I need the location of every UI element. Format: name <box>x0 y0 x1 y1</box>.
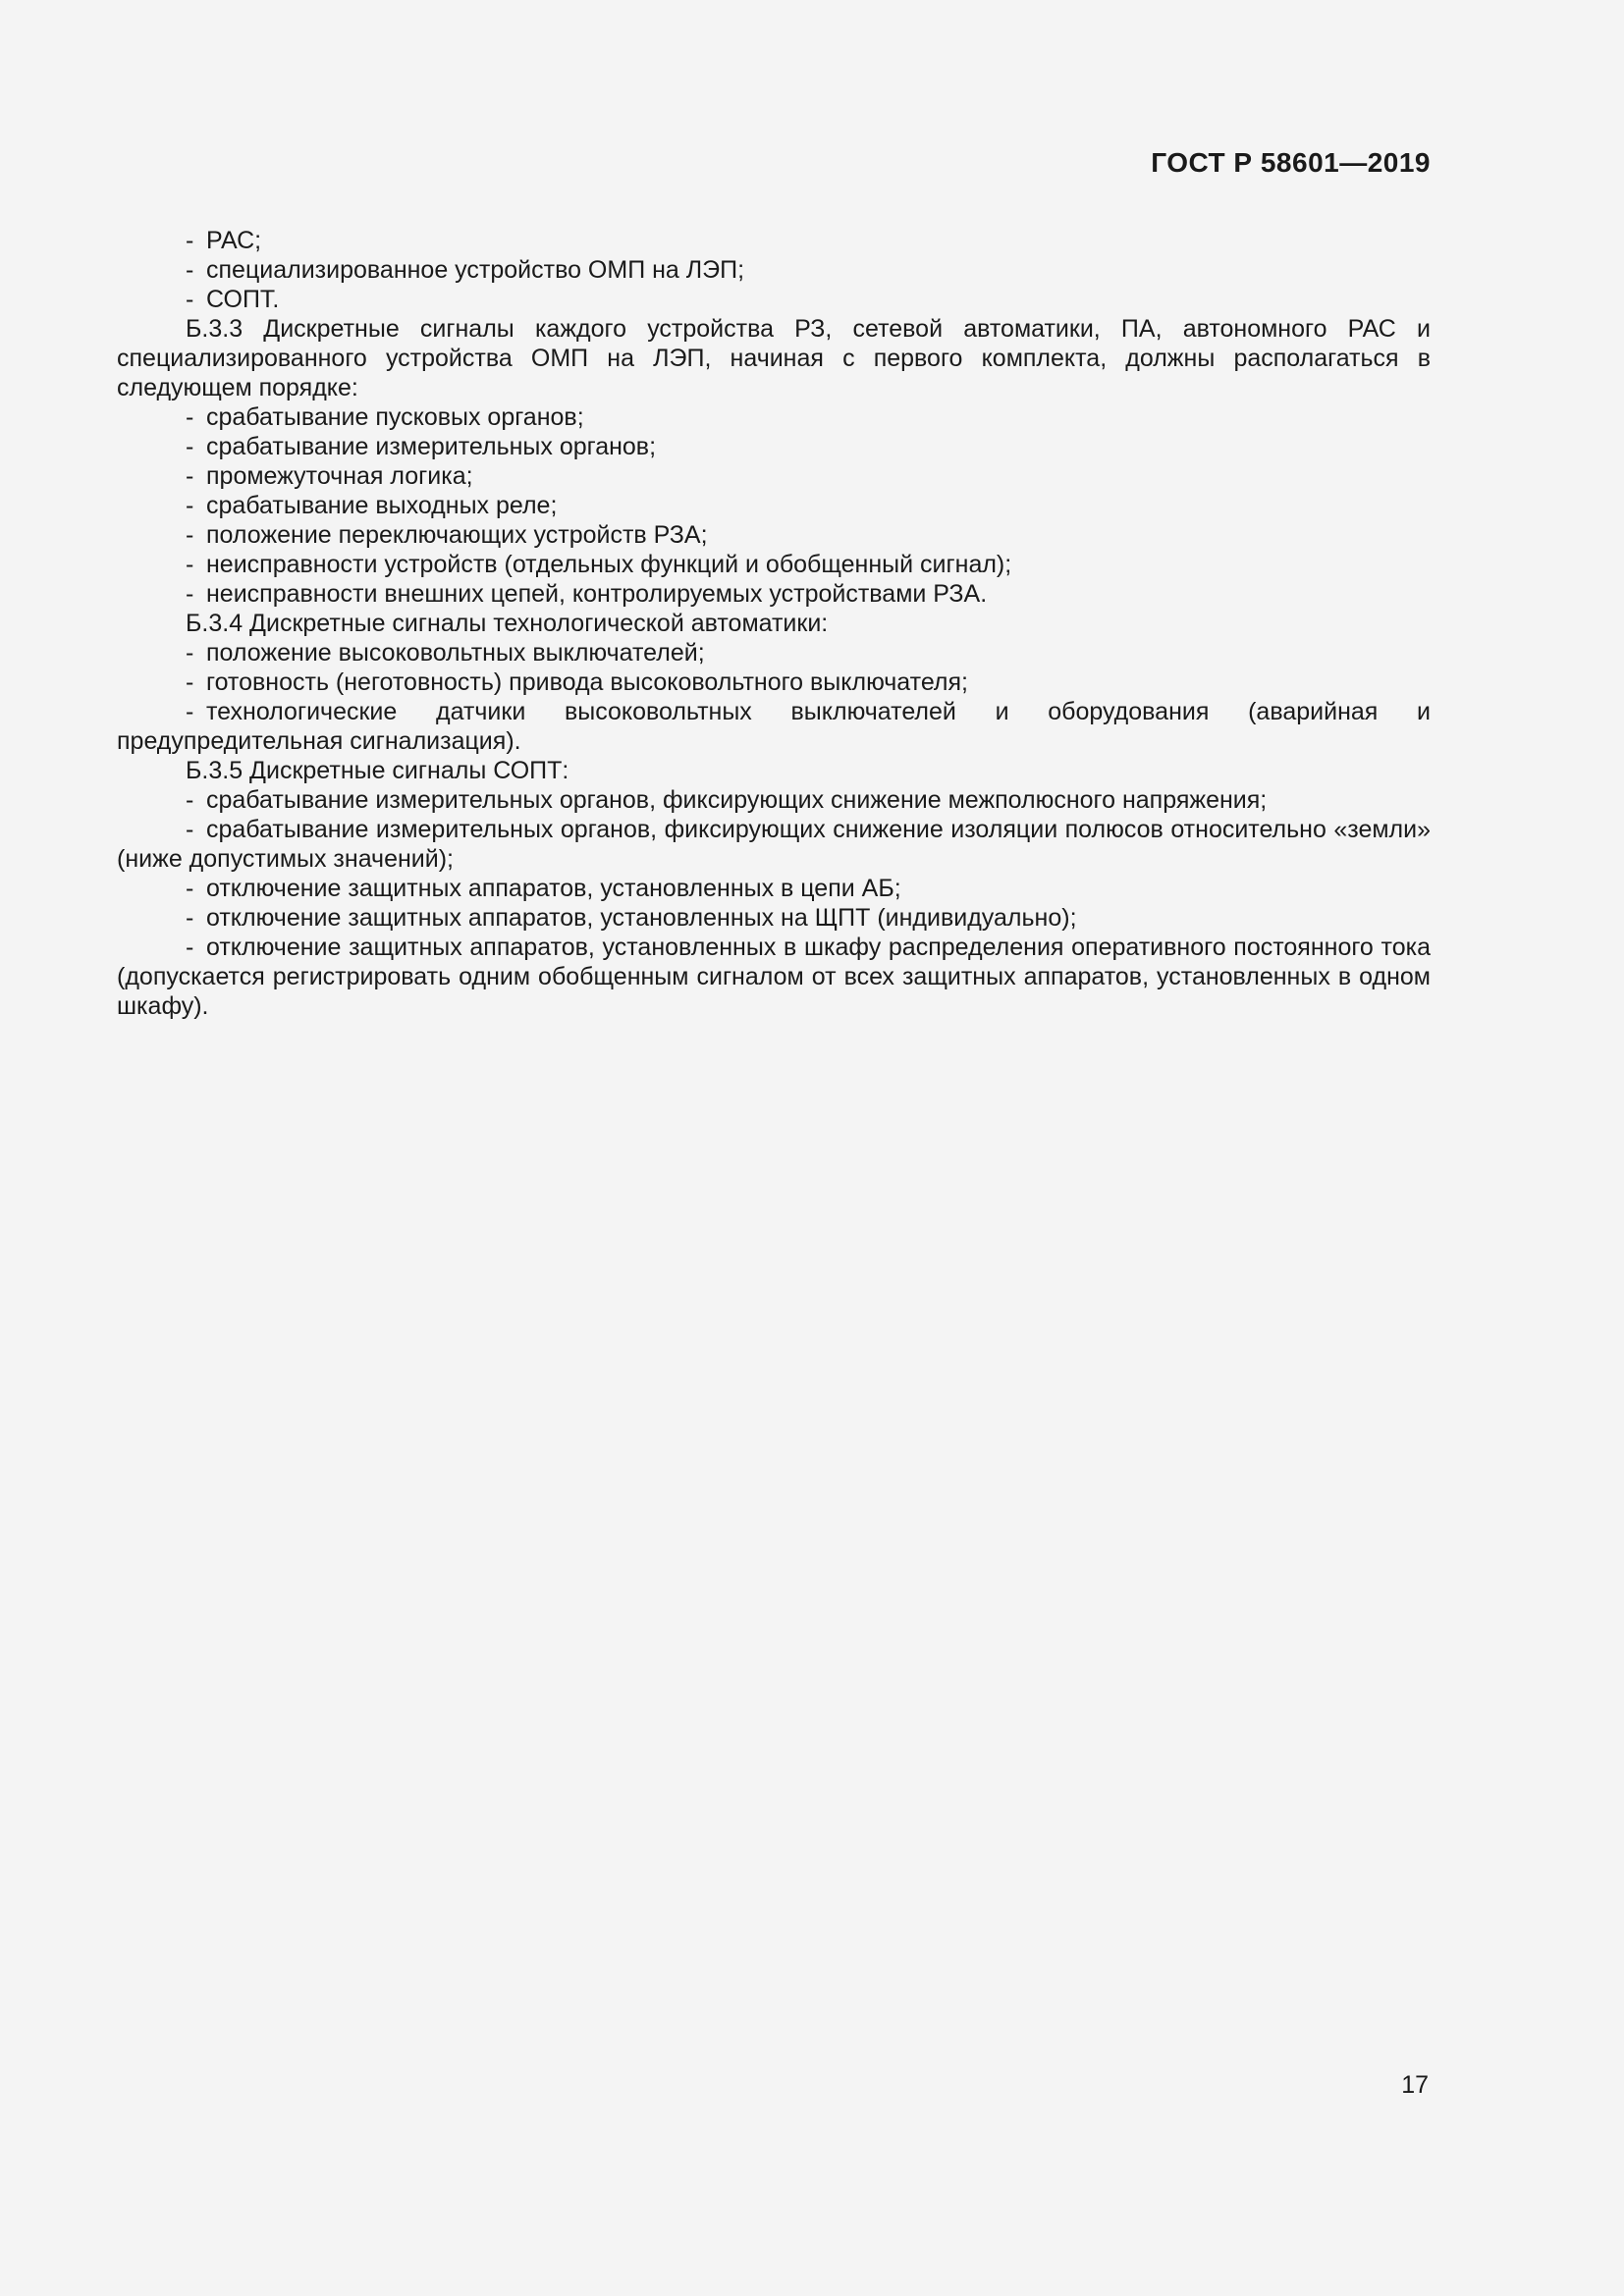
section-b35-paragraph: Б.3.5 Дискретные сигналы СОПТ: <box>186 757 569 784</box>
list-item <box>117 461 1431 491</box>
list-item-text: срабатывание пусковых органов; <box>206 403 584 431</box>
list-dash: - <box>186 462 194 490</box>
list-dash: - <box>186 816 194 843</box>
list-item <box>117 520 1431 550</box>
list-item-text: промежуточная логика; <box>206 462 473 490</box>
list-item-text: срабатывание измерительных органов, фиксирующих снижение межполюсного напряжения; <box>206 786 1268 814</box>
list-item <box>117 785 1431 815</box>
list-item-text: положение высоковольтных выключателей; <box>206 639 705 667</box>
section-b33-paragraph: Б.3.3 Дискретные сигналы каждого устройства РЗ, сетевой автоматики, ПА, автономного РАС и специализированного устройства ОМП на ЛЭП, начиная с первого комплекта, должны располагаться в следующем порядке: <box>117 315 1431 401</box>
list-item-text: отключение защитных аппаратов, установленных на ЩПТ (индивидуально); <box>206 904 1077 932</box>
list-dash: - <box>186 433 194 460</box>
section-b34-paragraph: Б.3.4 Дискретные сигналы технологической автоматики: <box>186 610 829 637</box>
list-item <box>117 432 1431 461</box>
list-item <box>117 697 1431 756</box>
list-item-text: отключение защитных аппаратов, установленных в шкафу распределения оперативного постоянного тока (допускается регистрировать одним обобщенным сигналом от всех защитных аппаратов, установленных в одном шкафу). <box>117 934 1431 1020</box>
list-dash: - <box>186 403 194 431</box>
list-item <box>117 933 1431 1021</box>
list-dash: - <box>186 492 194 519</box>
list-item <box>117 903 1431 933</box>
list-item <box>117 874 1431 903</box>
list-item <box>117 255 1431 285</box>
list-dash: - <box>186 227 194 254</box>
list-dash: - <box>186 521 194 549</box>
list-dash: - <box>186 698 194 725</box>
list-item-text: РАС; <box>206 227 262 254</box>
list-item <box>117 667 1431 697</box>
document-code-header: ГОСТ Р 58601—2019 <box>1151 147 1431 178</box>
document-body <box>117 226 1431 1021</box>
list-item-text: готовность (неготовность) привода высоковольтного выключателя; <box>206 668 968 696</box>
list-item-text: технологические датчики высоковольтных выключателей и оборудования (аварийная и предупредительная сигнализация). <box>117 698 1431 755</box>
list-item-text: СОПТ. <box>206 286 280 313</box>
list-dash: - <box>186 286 194 313</box>
list-dash: - <box>186 934 194 961</box>
list-item <box>117 815 1431 874</box>
list-dash: - <box>186 580 194 608</box>
list-item-text: специализированное устройство ОМП на ЛЭП; <box>206 256 745 284</box>
list-item <box>117 550 1431 579</box>
list-item <box>117 226 1431 255</box>
list-dash: - <box>186 904 194 932</box>
list-item-text: срабатывание выходных реле; <box>206 492 558 519</box>
list-dash: - <box>186 786 194 814</box>
list-dash: - <box>186 551 194 578</box>
list-item-text: срабатывание измерительных органов; <box>206 433 657 460</box>
list-dash: - <box>186 256 194 284</box>
page-number: 17 <box>1401 2071 1429 2099</box>
list-item <box>117 285 1431 314</box>
list-item <box>117 491 1431 520</box>
list-dash: - <box>186 875 194 902</box>
list-dash: - <box>186 639 194 667</box>
list-item-text: положение переключающих устройств РЗА; <box>206 521 708 549</box>
list-item <box>117 402 1431 432</box>
list-item-text: неисправности устройств (отдельных функций и обобщенный сигнал); <box>206 551 1012 578</box>
list-item-text: неисправности внешних цепей, контролируемых устройствами РЗА. <box>206 580 988 608</box>
list-item <box>117 579 1431 609</box>
list-item-text: срабатывание измерительных органов, фиксирующих снижение изоляции полюсов относительно «земли» (ниже допустимых значений); <box>117 816 1431 873</box>
list-item <box>117 638 1431 667</box>
list-dash: - <box>186 668 194 696</box>
list-item-text: отключение защитных аппаратов, установленных в цепи АБ; <box>206 875 901 902</box>
